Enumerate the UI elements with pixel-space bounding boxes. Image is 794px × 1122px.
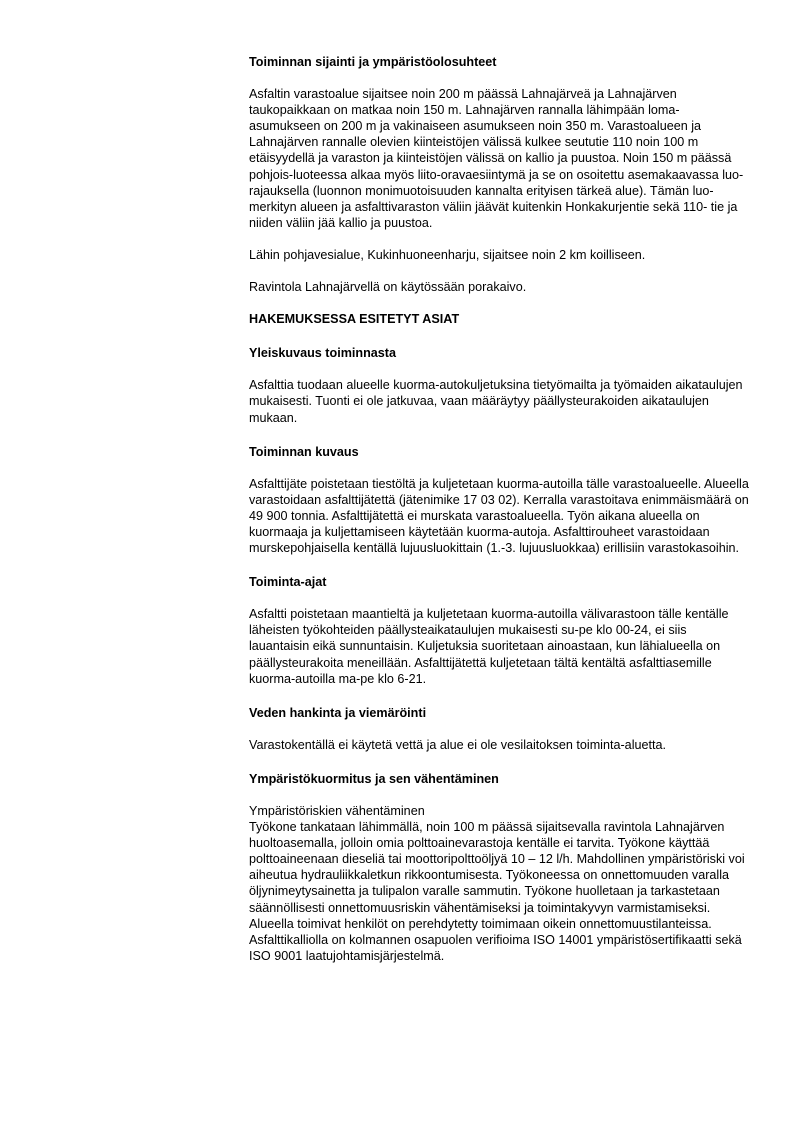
- paragraph-location-2: Lähin pohjavesialue, Kukinhuoneenharju, sijaitsee noin 2 km koilliseen.: [249, 247, 646, 262]
- heading-overview: Yleiskuvaus toiminnasta: [249, 346, 396, 361]
- document-body: [249, 54, 749, 964]
- paragraph-risk-1: Työkone tankataan lähimmällä, noin 100 m päässä sijaitsevalla ravintola Lahnajärven huoltoasemalla, jolloin omia polttoainevarastoja kentälle ei tarvita. Työkone käyttää polttoaineenaan dieseliä tai moottoripolttoöljyä 10 – 12 l/h. Mahdollinen ympäristöriski voi aiheutua hydrauliikkaletkun rikkoontumisesta. Työkoneessa on onnettomuuden varalla öljynimeytysainetta ja tulipalon varalle sammutin. Työkone huolletaan ja tarkastetaan säännöllisesti onnettomuusriskin vähentämiseksi ja toimintakyvyn varmistamiseksi. Alueella toimivat henkilöt on perehdytetty toimimaan oikein onnettomuustilanteissa. Asfalttikalliolla on kolmannen osapuolen verifioima ISO 14001 ympäristösertifikaatti sekä ISO 9001 laatujohtamisjärjestelmä.: [249, 820, 745, 963]
- paragraph-water-1: Varastokentällä ei käytetä vettä ja alue ei ole vesilaitoksen toiminta-aluetta.: [249, 737, 666, 752]
- paragraph-location-1: Asfaltin varastoalue sijaitsee noin 200 m päässä Lahnajärveä ja Lahnajärven taukopaikkaan on matkaa noin 150 m. Lahnajärven rannalla lähimpään loma-asumukseen on 200 m ja vakinaiseen asumukseen noin 350 m. Varastoalueen ja Lahnajärven rannalle olevien kiinteistöjen välissä kulkee seututie 110 noin 100 m etäisyydellä ja varaston ja kiinteistöjen välissä on kallio ja puustoa. Noin 150 m päässä pohjois-luoteessa alkaa myös liito-oravaesiintymä ja se on osoitettu asemakaavassa luo-rajauksella (luonnon monimuotoisuuden kannalta erityisen tärkeä alue). Tämän luo-merkityn alueen ja asfalttivaraston väliin jäävät kuitenkin Honkakurjentie sekä 110- tie ja niiden väliin jää kallio ja puustoa.: [249, 87, 744, 230]
- paragraph-description-1: Asfalttijäte poistetaan tiestöltä ja kuljetetaan kuorma-autoilla tälle varastoalueelle. Alueella varastoidaan asfalttijätettä (jätenimike 17 03 02). Kerralla varastoitava enimmäismäärä on 49 900 tonnia. Asfalttijätettä ei murskata varastoalueella. Työn aikana alueella on kuormaaja ja kuljettamiseen käytetään kuorma-autoja. Asfalttirouheet varastoidaan murskepohjaisella kentällä lujuusluokittain (1.-3. lujuusluokkaa) erillisiin varastokasoihin.: [249, 476, 749, 556]
- heading-hours: Toiminta-ajat: [249, 575, 327, 590]
- heading-water: Veden hankinta ja viemäröinti: [249, 705, 427, 720]
- heading-description: Toiminnan kuvaus: [249, 444, 359, 459]
- subheading-risk: Ympäristöriskien vähentäminen: [249, 804, 425, 818]
- paragraph-overview-1: Asfalttia tuodaan alueelle kuorma-autokuljetuksina tietyömailta ja työmaiden aikataulujen mukaisesti. Tuonti ei ole jatkuvaa, vaan määräytyy päällysteurakoiden aikataulujen mukaan.: [249, 378, 743, 425]
- heading-emissions: Ympäristökuormitus ja sen vähentäminen: [249, 771, 499, 786]
- paragraph-location-3: Ravintola Lahnajärvellä on käytössään porakaivo.: [249, 280, 527, 295]
- heading-location: Toiminnan sijainti ja ympäristöolosuhteet: [249, 55, 497, 69]
- heading-application: HAKEMUKSESSA ESITETYT ASIAT: [249, 312, 460, 327]
- paragraph-hours-1: Asfaltti poistetaan maantieltä ja kuljetetaan kuorma-autoilla välivarastoon tälle kentälle läheisten työkohteiden päällysteaikataulujen mukaisesti su-pe klo 00-24, ei siis lauantaisin eikä sunnuntaisin. Kuljetuksia suoritetaan ainoastaan, kun lähialueella on päällysteurakoita meneillään. Asfalttijätettä kuljetetaan tältä kentältä asfalttiasemille kuorma-autoilla ma-pe klo 6-21.: [249, 607, 729, 686]
